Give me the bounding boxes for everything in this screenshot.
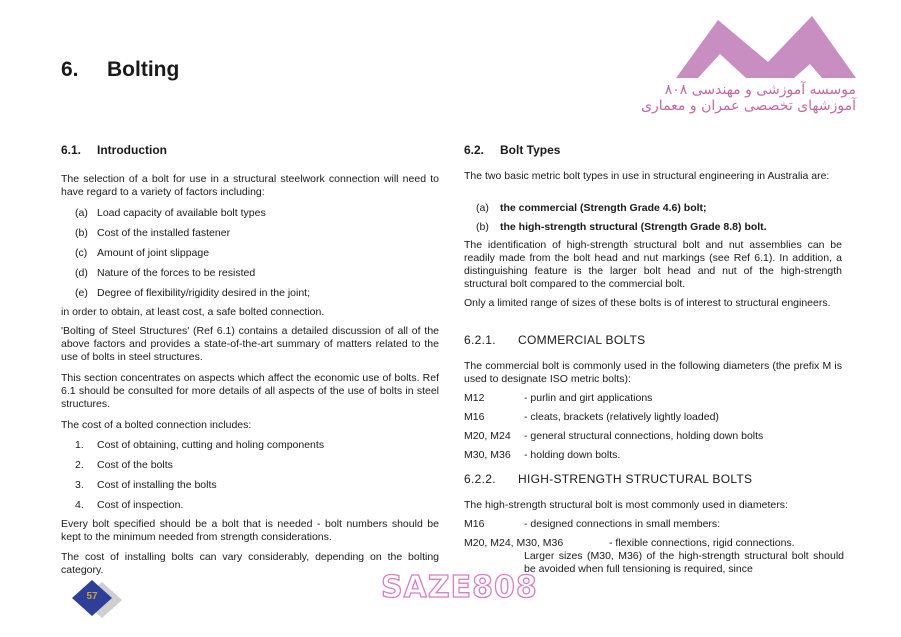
logo-text-line1: موسسه آموزشی و مهندسی ۸۰۸	[664, 82, 856, 98]
paragraph: The cost of installing bolts can vary considerably, depending on the bolting category.	[61, 551, 439, 576]
section-heading-bolt-types: 6.2. Bolt Types	[464, 143, 561, 157]
page-number: 57	[86, 591, 98, 602]
subsection-heading-high-strength-bolts: 6.2.2. HIGH-STRENGTH STRUCTURAL BOLTS	[464, 472, 753, 486]
logo-mountain-icon	[672, 14, 858, 84]
paragraph: The two basic metric bolt types in use in structural engineering in Australia are:	[464, 170, 830, 182]
chapter-title: Bolting	[107, 58, 180, 81]
paragraph: The high-strength structural bolt is most commonly used in diameters:	[464, 499, 788, 511]
paragraph: This section concentrates on aspects which affect the economic use of bolts. Ref 6.1 should be consulted for more details of all aspects of the use of bolts in steel structures.	[61, 372, 439, 410]
watermark-text: SAZE808	[381, 570, 538, 605]
paragraph: The identification of high-strength structural bolt and nut assemblies can be readily made from the bolt head and nut markings (see Ref 6.1). In addition, a distinguishing feature is the larger bolt head and nut of the high-strength structural bolt compared to the commercial bolt.	[464, 239, 842, 290]
paragraph: Larger sizes (M30, M36) of the high-strength structural bolt should be avoided when full tensioning is required, since	[524, 550, 844, 575]
intro-paragraph: The selection of a bolt for use in a structural steelwork connection will need to have regard to a variety of factors including:	[61, 173, 439, 198]
logo-text-line2: آموزشهای تخصصی عمران و معماری	[641, 98, 856, 114]
paragraph: The cost of a bolted connection includes:	[61, 419, 252, 431]
paragraph: The commercial bolt is commonly used in the following diameters (the prefix M is used to designate ISO metric bolts):	[464, 360, 842, 385]
subsection-heading-commercial-bolts: 6.2.1. COMMERCIAL BOLTS	[464, 333, 646, 347]
paragraph: in order to obtain, at least cost, a safe bolted connection.	[61, 306, 325, 318]
paragraph: Only a limited range of sizes of these bolts is of interest to structural engineers.	[464, 297, 831, 309]
chapter-number: 6.	[61, 58, 79, 81]
section-heading-introduction: 6.1. Introduction	[61, 143, 167, 157]
paragraph: Every bolt specified should be a bolt that is needed - bolt numbers should be kept to the minimum needed from strength considerations.	[61, 518, 439, 543]
paragraph: 'Bolting of Steel Structures' (Ref 6.1) contains a detailed discussion of all of the above factors and provides a state-of-the-art summary of matters related to the use of bolts in steel structures.	[61, 325, 439, 363]
